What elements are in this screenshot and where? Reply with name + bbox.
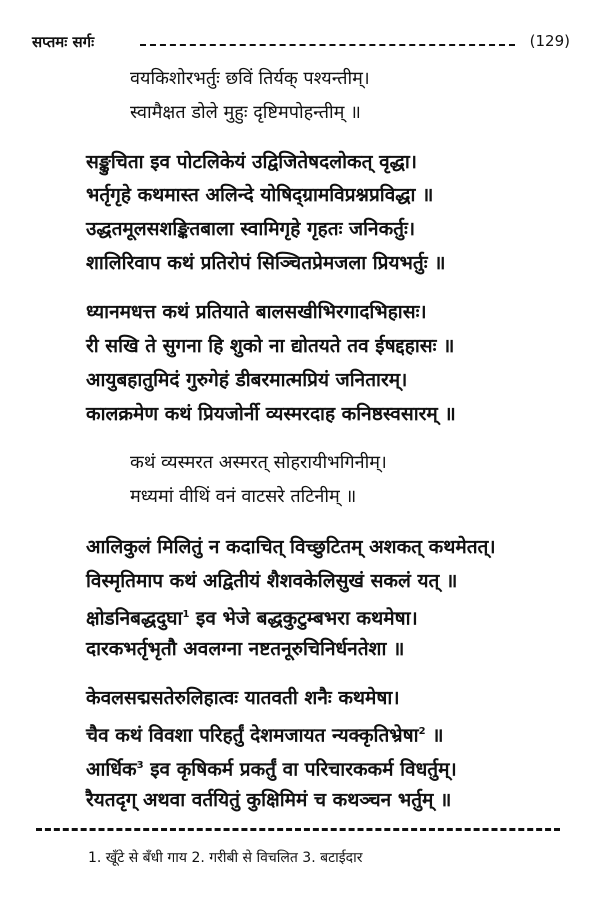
verse-line: आयुबहातुमिदं गुरुगेहं डीबरमात्मप्रियं जनितारम्। (86, 369, 408, 391)
footnote-mark: 2 (418, 726, 426, 737)
verse-fragment: चैव कथं विवशा परिहर्तुं देशमजायत न्यक्कृतिभ्रेषा (86, 724, 419, 747)
footnote-mark: 3 (136, 760, 144, 771)
footnote-mark: 1 (182, 609, 190, 620)
verse-line: सङ्कुचिता इव पोटलिकेयं उद्विजितेषदलोकत् वृद्धा। (86, 151, 417, 173)
verse-line: वयकिशोरभर्तुः छविं तिर्यक् पश्यन्तीम्। (130, 68, 370, 89)
verse-fragment: क्षोडनिबद्धदुघा (86, 607, 183, 630)
chapter-title: सप्तमः सर्गः (32, 33, 95, 51)
verse-line: ध्यानमधत्त कथं प्रतियाते बालसखीभिरगादभिहासः। (86, 301, 427, 323)
verse-line: स्वामैक्षत डोले मुहुः दृष्टिमपोहन्तीम् ॥ (130, 102, 361, 123)
verse-line (86, 754, 457, 781)
verse-line: कथं व्यस्मरत अस्मरत् सोहरायीभगिनीम्। (130, 452, 387, 473)
verse-line (86, 603, 418, 630)
verse-line: कालक्रमेण कथं प्रियजोर्नी व्यस्मरदाह कनिष्ठस्वसारम् ॥ (86, 403, 456, 425)
verse-line: री सखि ते सुगना हि शुको ना द्योतयते तव ईषद्दहासः ॥ (86, 335, 455, 357)
verse-line: भर्तृगृहे कथमास्त अलिन्दे योषिद्ग्रामविप्रश्नप्रविद्धा ॥ (86, 184, 434, 206)
verse-fragment: ॥ (425, 724, 444, 747)
verse-line: विस्मृतिमाप कथं अद्वितीयं शैशवकेलिसुखं सकलं यत् ॥ (86, 570, 458, 592)
verse-line: केवलसद्मसतेरुलिहात्वः यातवती शनैः कथमेषा। (86, 687, 400, 709)
verse-line: आलिकुलं मिलितुं न कदाचित् विच्छुटितम् अशकत् कथमेतत्। (86, 536, 496, 558)
verse-line: मध्यमां वीथिं वनं वाटसरे तटिनीम् ॥ (130, 486, 357, 507)
verse-fragment: आर्धिक (86, 758, 137, 781)
verse-line: रैयतदृग् अथवा वर्तयितुं कुक्षिमिमं च कथञ्चन भर्तुम् ॥ (86, 789, 452, 811)
verse-line: दारकभर्तृभृतौ अवलग्ना नष्टतनूरुचिनिर्धनतेशा ॥ (86, 638, 405, 660)
verse-fragment: इव भेजे बद्धकुटुम्बभरा कथमेषा। (189, 607, 418, 630)
footnote-dashed-rule (36, 828, 560, 831)
verse-line: उद्धतमूलसशङ्कितबाला स्वामिगृहे गृहतः जनिकर्तुः। (86, 218, 416, 240)
verse-line: शालिरिवाप कथं प्रतिरोपं सिञ्चितप्रेमजला प्रियभर्तुः ॥ (86, 252, 446, 274)
verse-line (86, 720, 444, 747)
page-header (30, 30, 570, 56)
page-number: (129) (529, 32, 570, 50)
footnote: 1. खूँटे से बँधी गाय 2. गरीबी से विचलित 3. बटाईदार (88, 850, 363, 866)
header-dashed-rule (140, 44, 515, 46)
verse-fragment: इव कृषिकर्म प्रकर्तुं वा परिचारककर्म विधर्तुम्। (143, 758, 457, 781)
